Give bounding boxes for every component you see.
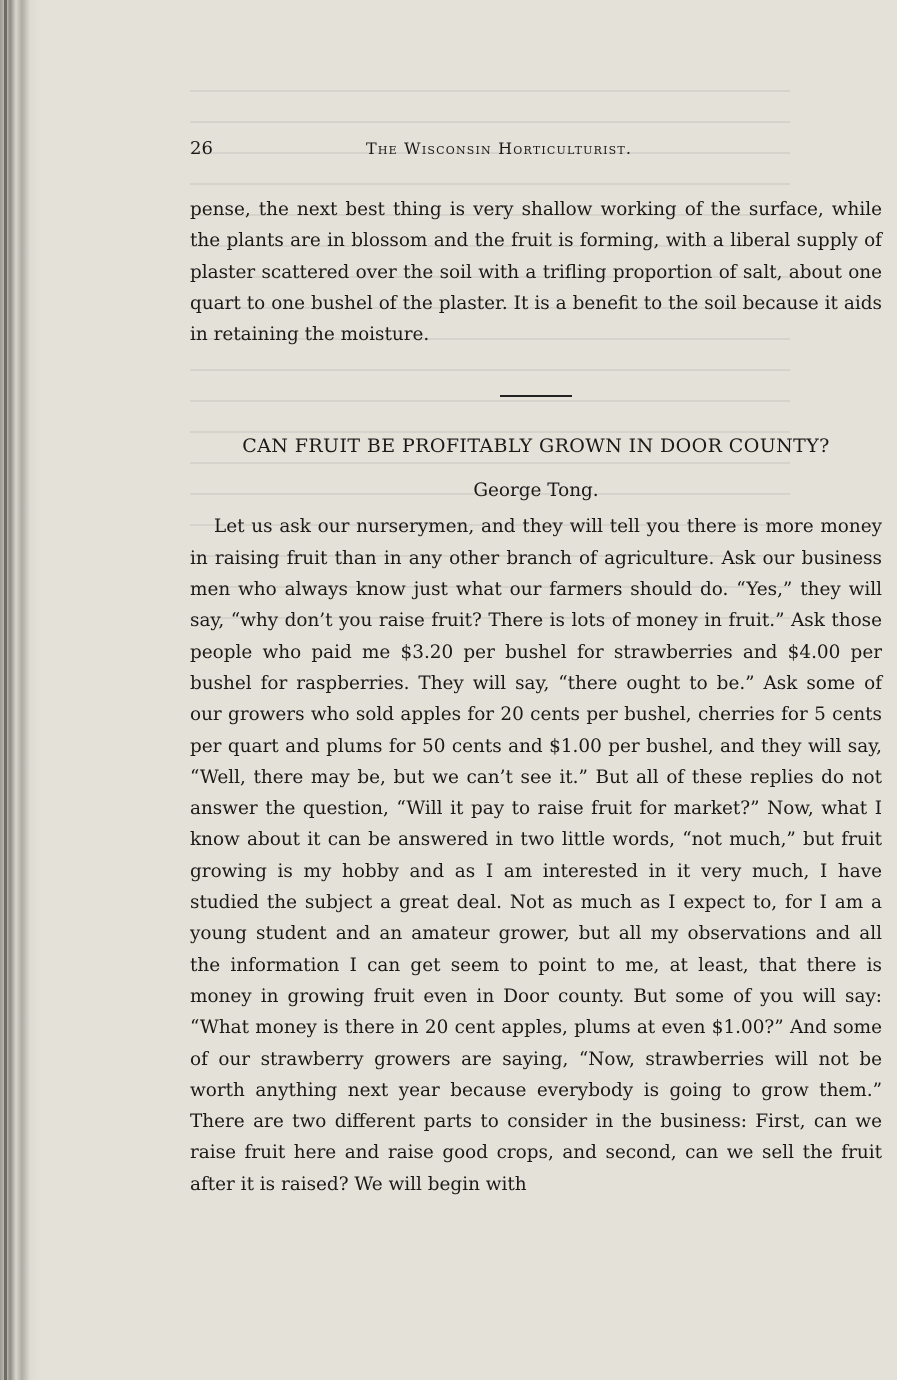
section-divider [500,395,572,397]
page-number: 26 [190,138,213,159]
running-head: The Wisconsin Horticulturist. [366,139,633,158]
page-binding-edge [0,0,40,1380]
page-header [190,138,882,164]
book-page [190,138,882,1200]
article-title: CAN FRUIT BE PROFITABLY GROWN IN DOOR COUNTY? [242,435,830,458]
continued-paragraph: pense, the next best thing is very shallow working of the surface, while the plants are in blossom and the fruit is forming, with a liberal supply of plaster scattered over the soil with a trifling proportion of salt, about one quart to one bushel of the plaster. It is a benefit to the soil because it aids in retaining the moisture. [190,199,882,346]
binding-shadow-line [4,0,7,1380]
article-body-paragraph: Let us ask our nurserymen, and they will tell you there is more money in raising fruit than in any other branch of agriculture. Ask our business men who always know just what our farmers should do. “Yes,” they will say, “why don’t you raise fruit? There is lots of money in fruit.” Ask those people who paid me $3.20 per bushel for strawberries and $4.00 per bushel for raspberries. They will say, “there ought to be.” Ask some of our growers who sold apples for 20 cents per bushel, cherries for 5 cents per quart and plums for 50 cents and $1.00 per bushel, and they will say, “Well, there may be, but we can’t see it.” But all of these replies do not answer the question, “Will it pay to raise fruit for market?” Now, what I know about it can be answered in two little words, “not much,” but fruit growing is my hobby and as I am interested in it very much, I have studied the subject a great deal. Not as much as I expect to, for I am a young student and an amateur grower, but all my observations and all the information I can get seem to point to me, at least, that there is money in growing fruit even in Door county. But some of you will say: “What money is there in 20 cent apples, plums at even $1.00?” And some of our strawberry growers are saying, “Now, strawberries will not be worth anything next year because everybody is going to grow them.” There are two different parts to consider in the business: First, can we raise fruit here and raise good crops, and second, can we sell the fruit after it is raised? We will begin with [190,516,882,1195]
article-author: George Tong. [473,480,599,502]
